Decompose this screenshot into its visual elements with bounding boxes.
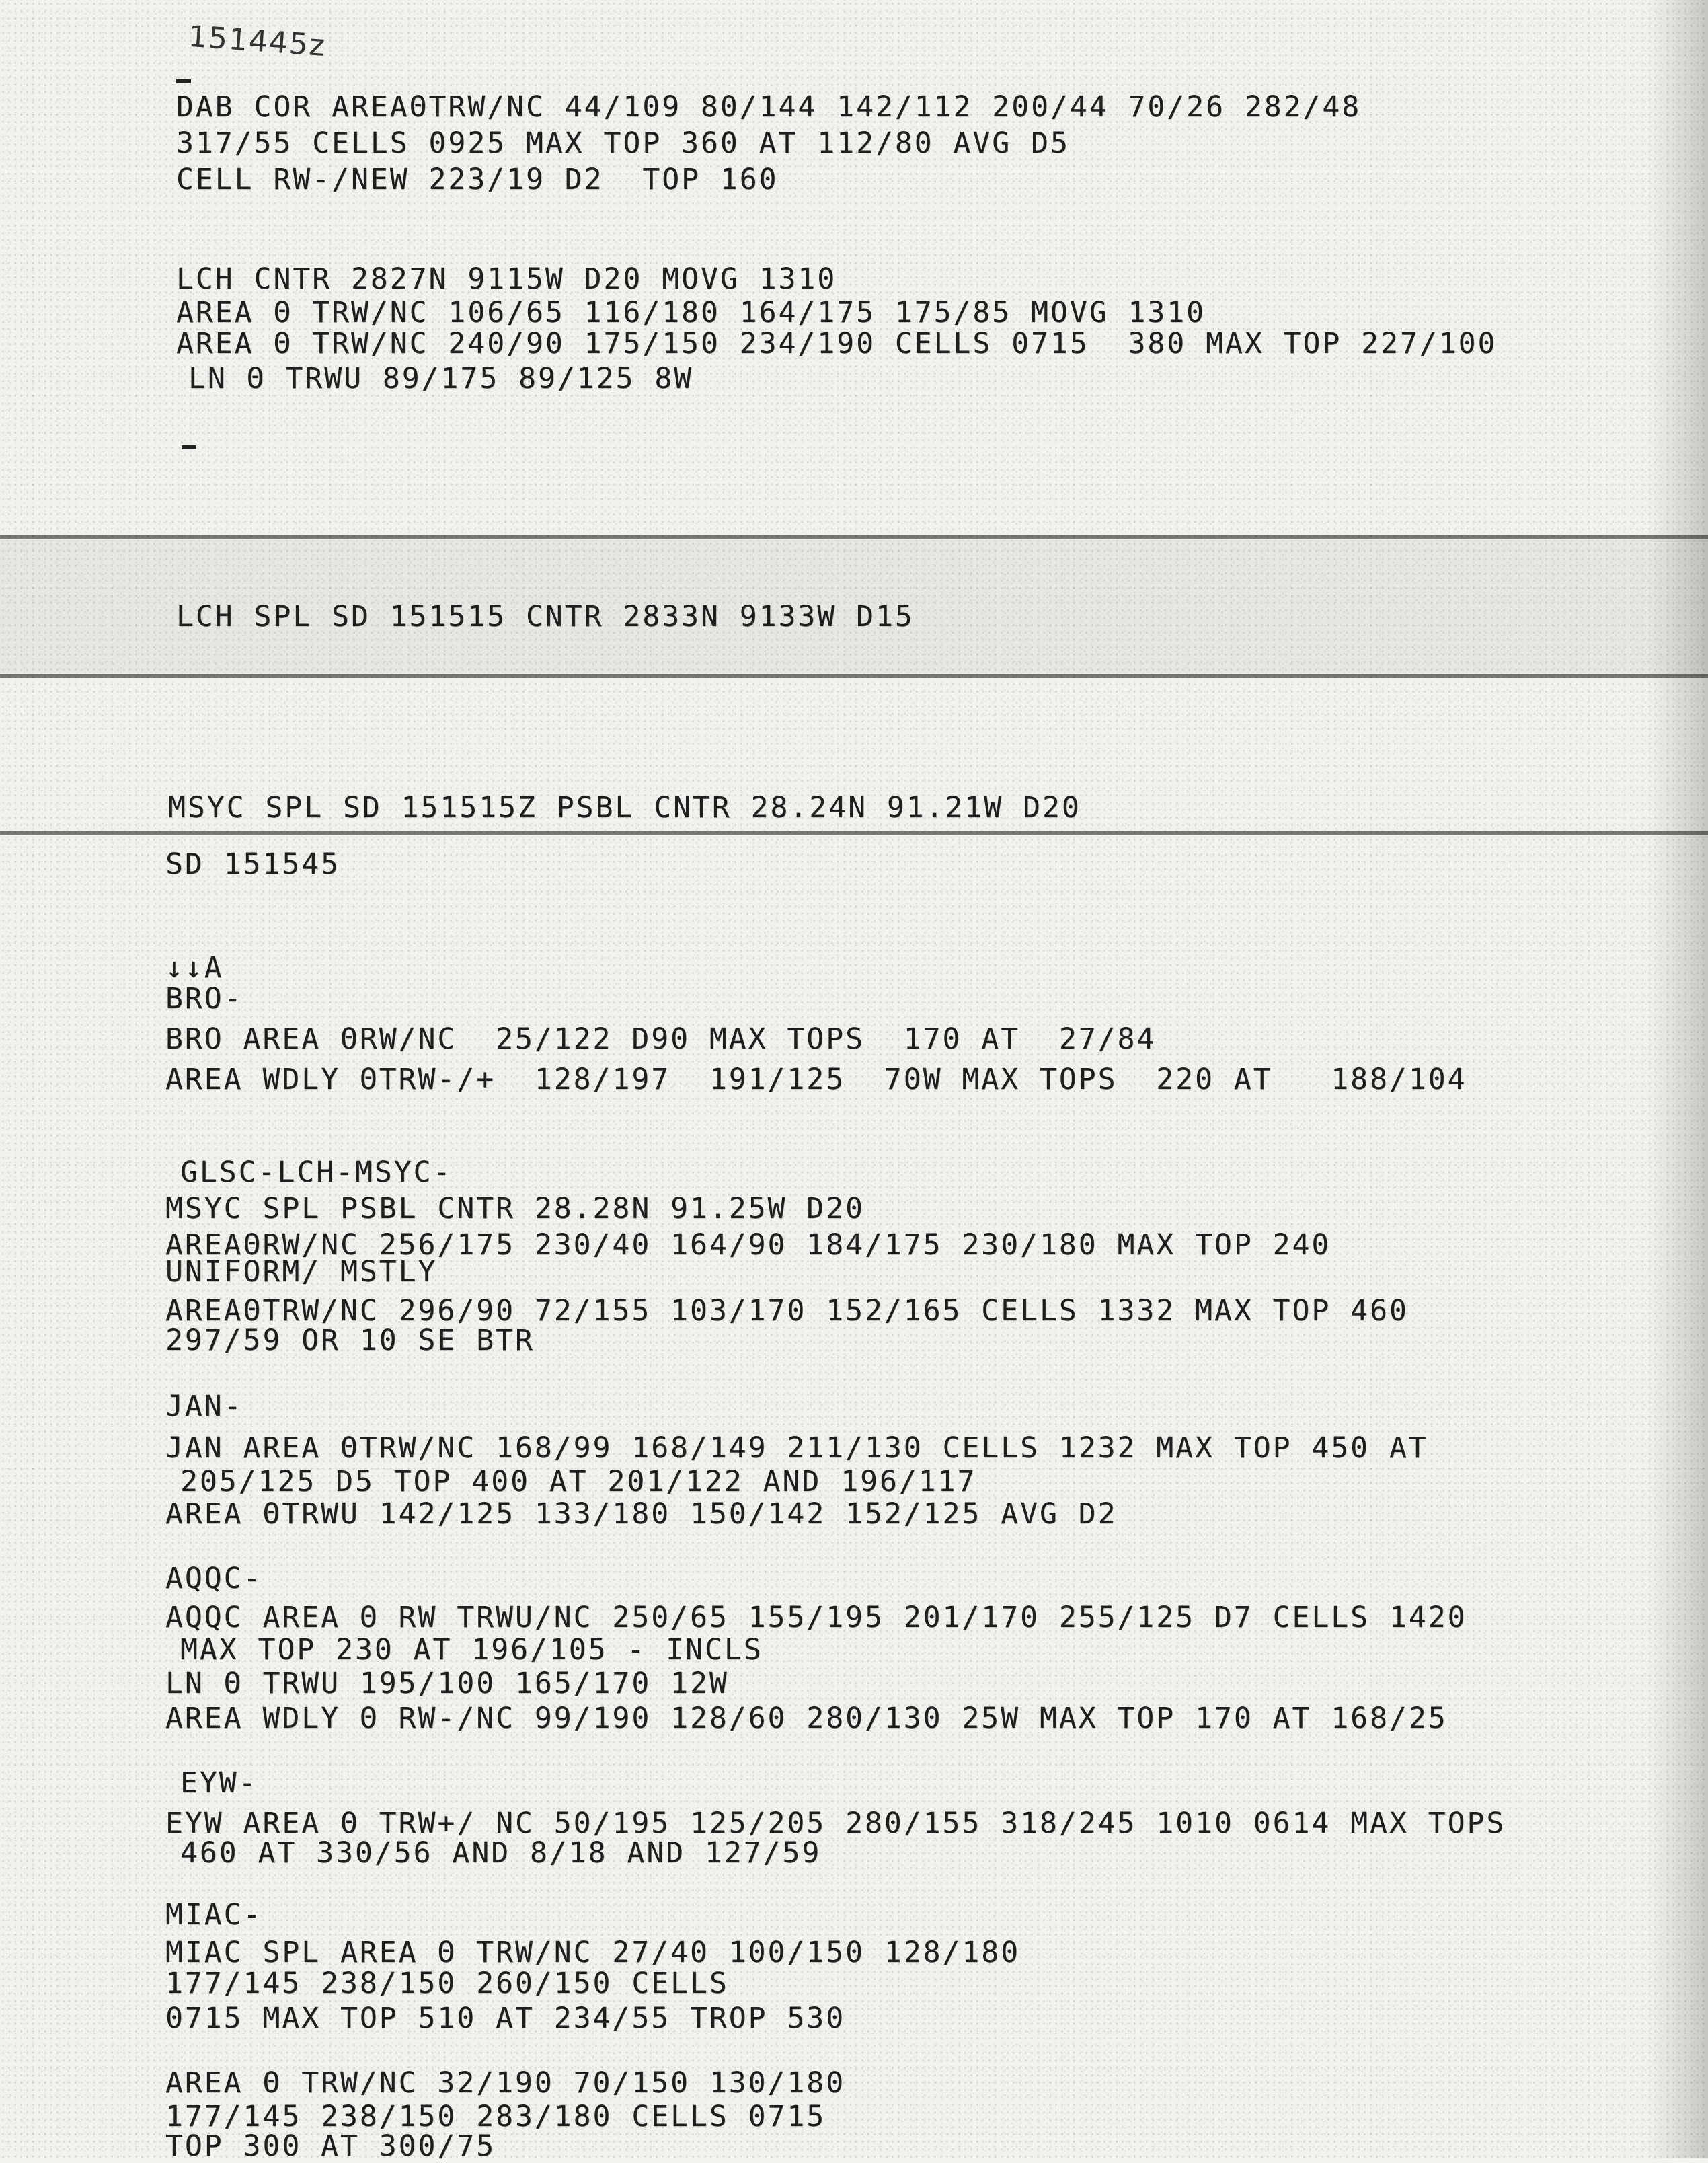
text-line: 460 AT 330/56 AND 8/18 AND 127/59 <box>180 1836 822 1870</box>
text-line: AREA WDLY Θ RW-/NC 99/190 128/60 280/130 25W MAX TOP 170 AT 168/25 <box>165 1702 1448 1735</box>
text-line: LN Θ TRWU 89/175 89/125 8W <box>188 362 694 395</box>
paper-strip-edge <box>0 831 1708 835</box>
text-line: 0715 MAX TOP 510 AT 234/55 TROP 530 <box>165 2002 846 2035</box>
text-line: MIAC- <box>165 1898 263 1932</box>
text-line: CELL RW-/NEW 223/19 D2 TOP 160 <box>176 163 779 196</box>
text-line: AREAΘTRW/NC 296/90 72/155 103/170 152/165 CELLS 1332 MAX TOP 460 <box>165 1294 1409 1328</box>
text-line: BRO AREA ΘRW/NC 25/122 D90 MAX TOPS 170 AT 27/84 <box>165 1022 1157 1056</box>
text-line: UNIFORM/ MSTLY <box>165 1255 438 1289</box>
text-line: LCH CNTR 2827N 9115W D20 MOVG 1310 <box>176 262 837 296</box>
handwritten-note: 151445z <box>187 19 327 64</box>
text-line: AREA Θ TRW/NC 106/65 116/180 164/175 175/85 MOVG 1310 <box>176 296 1206 330</box>
dash-mark <box>176 79 191 83</box>
text-line: SD 151545 <box>165 847 340 881</box>
text-line: AQQC- <box>165 1562 263 1595</box>
text-line: BRO- <box>165 982 243 1016</box>
text-line: AQQC AREA Θ RW TRWU/NC 250/65 155/195 201/170 255/125 D7 CELLS 1420 <box>165 1601 1467 1634</box>
text-line: 177/145 238/150 283/180 CELLS 0715 <box>165 2100 826 2133</box>
text-line: AREA Θ TRW/NC 32/190 70/150 130/180 <box>165 2066 846 2100</box>
text-line: ↓↓A <box>165 951 224 985</box>
text-line: AREA WDLY ΘTRW-/+ 128/197 191/125 70W MAX TOPS 220 AT 188/104 <box>165 1063 1467 1096</box>
page-edge-shadow <box>1647 0 1708 2158</box>
text-line: LCH SPL SD 151515 CNTR 2833N 9133W D15 <box>176 600 915 634</box>
text-line: MAX TOP 230 AT 196/105 - INCLS <box>180 1633 763 1667</box>
text-line: MSYC SPL PSBL CNTR 28.28N 91.25W D20 <box>165 1192 865 1225</box>
text-line: AREA Θ TRW/NC 240/90 175/150 234/190 CELLS 0715 380 MAX TOP 227/100 <box>176 327 1498 360</box>
text-line: LN Θ TRWU 195/100 165/170 12W <box>165 1667 729 1700</box>
text-line: EYW AREA Θ TRW+/ NC 50/195 125/205 280/155 318/245 1010 0614 MAX TOPS <box>165 1807 1506 1840</box>
text-line: MIAC SPL AREA Θ TRW/NC 27/40 100/150 128/180 <box>165 1936 1021 1969</box>
text-line: MSYC SPL SD 151515Z PSBL CNTR 28.24N 91.21W D20 <box>168 791 1081 825</box>
text-line: JAN- <box>165 1390 243 1423</box>
text-line: AREAΘRW/NC 256/175 230/40 164/90 184/175 230/180 MAX TOP 240 <box>165 1228 1331 1262</box>
paper-strip-edge <box>0 674 1708 678</box>
text-line: TOP 300 AT 300/75 <box>165 2129 496 2163</box>
text-line: GLSC-LCH-MSYC- <box>180 1155 453 1189</box>
text-line: DAB COR AREAΘTRW/NC 44/109 80/144 142/112 200/44 70/26 282/48 <box>176 90 1362 124</box>
text-line: 297/59 OR 10 SE BTR <box>165 1324 535 1357</box>
text-line: AREA ΘTRWU 142/125 133/180 150/142 152/125 AVG D2 <box>165 1497 1118 1531</box>
text-line: 205/125 D5 TOP 400 AT 201/122 AND 196/117 <box>180 1465 977 1498</box>
text-line: 177/145 238/150 260/150 CELLS <box>165 1967 729 2000</box>
dash-mark <box>182 445 196 449</box>
text-line: EYW- <box>180 1766 258 1800</box>
text-line: 317/55 CELLS 0925 MAX TOP 360 AT 112/80 AVG D5 <box>176 126 1070 160</box>
text-line: JAN AREA ΘTRW/NC 168/99 168/149 211/130 CELLS 1232 MAX TOP 450 AT <box>165 1431 1428 1465</box>
